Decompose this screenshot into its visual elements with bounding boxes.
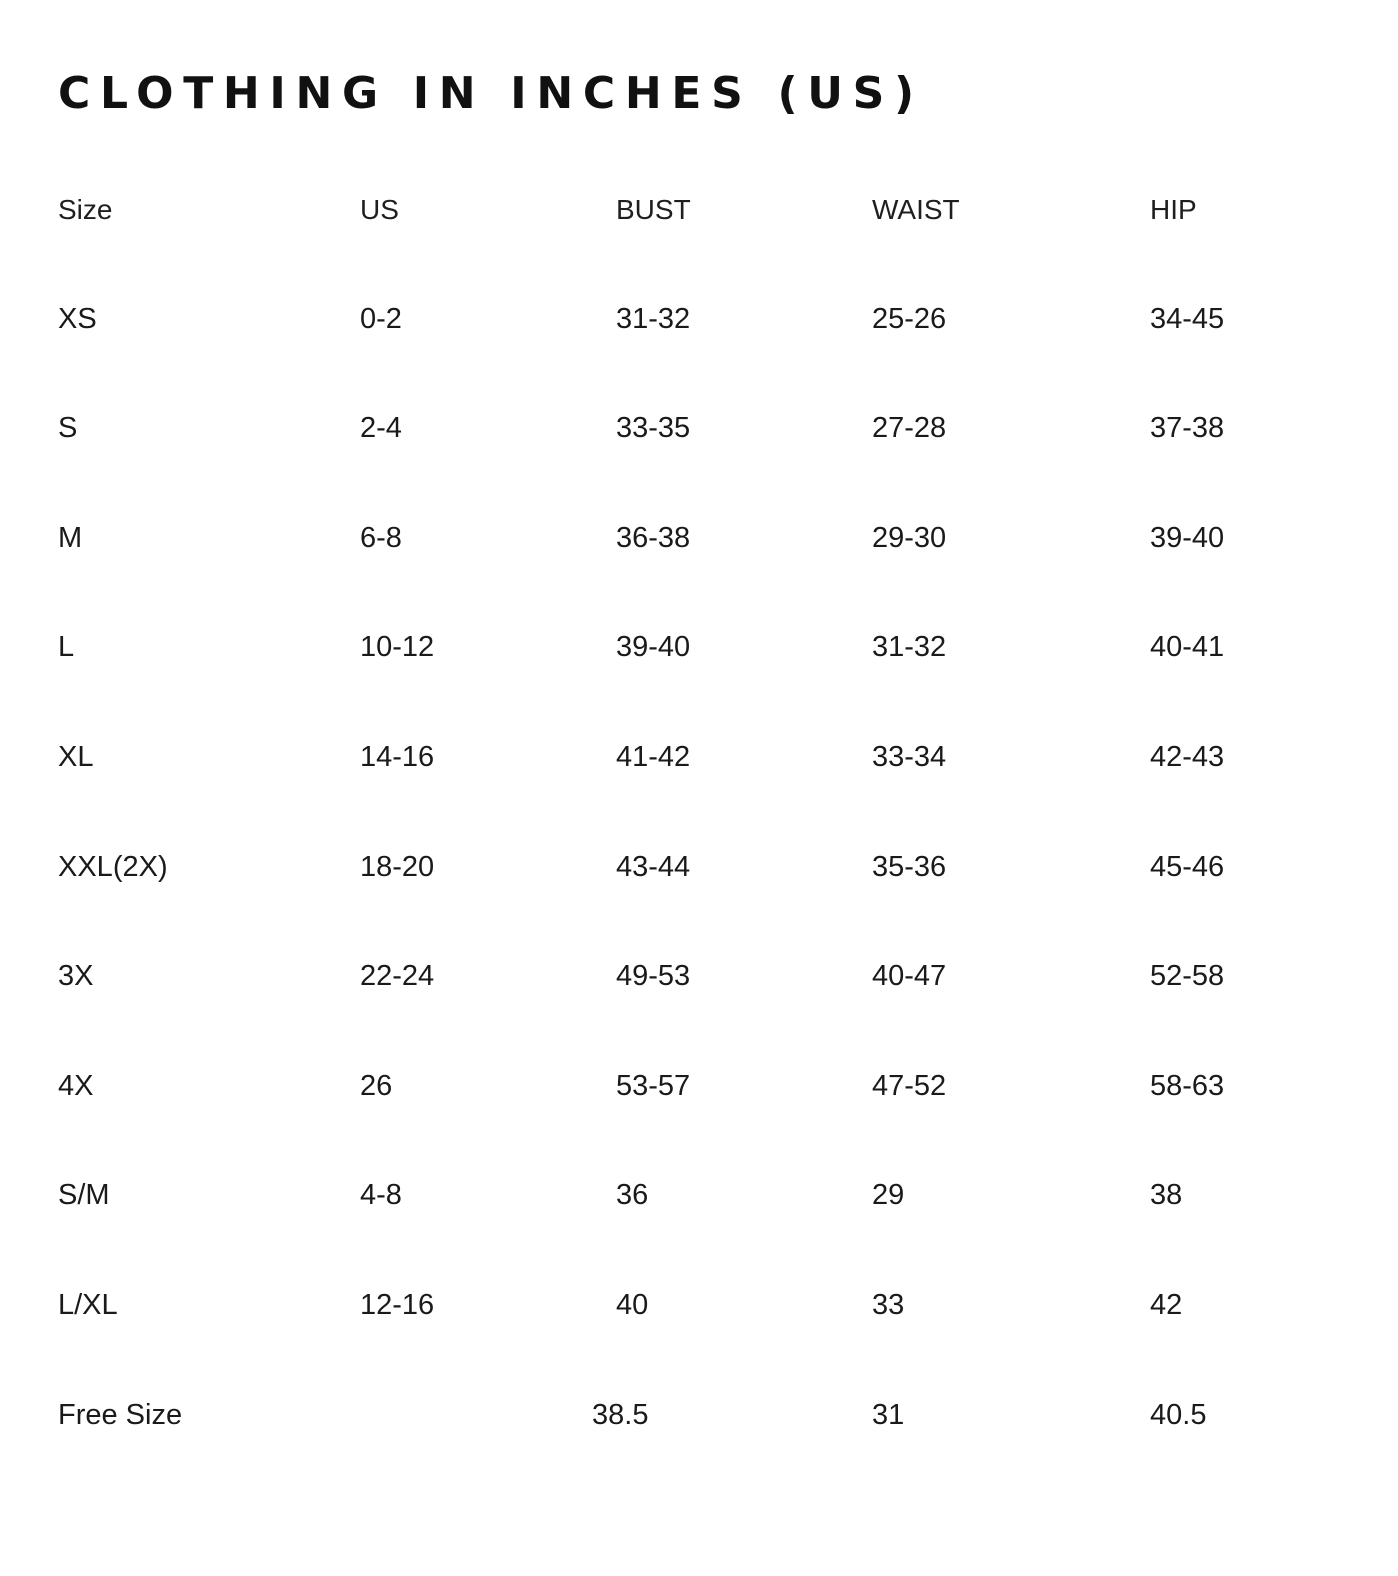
cell-us: 12-16	[360, 1288, 435, 1321]
cell-size: S	[58, 412, 78, 445]
table-row	[58, 1032, 1358, 1142]
cell-hip: 38	[1150, 1179, 1183, 1212]
cell-size: 4X	[58, 1069, 94, 1102]
cell-waist: 31-32	[872, 631, 947, 664]
cell-size: Free Size	[58, 1398, 183, 1431]
cell-waist: 35-36	[872, 850, 947, 883]
cell-hip: 39-40	[1150, 521, 1225, 554]
cell-bust: 40	[616, 1288, 649, 1321]
cell-bust: 36-38	[616, 521, 691, 554]
header-waist: WAIST	[872, 194, 960, 225]
table-row	[58, 813, 1358, 923]
cell-size: XL	[58, 740, 94, 773]
cell-waist: 47-52	[872, 1069, 947, 1102]
cell-bust: 39-40	[616, 631, 691, 664]
cell-bust: 53-57	[616, 1069, 691, 1102]
cell-hip: 42-43	[1150, 740, 1225, 773]
size-table	[58, 155, 1358, 1470]
table-row	[58, 1251, 1358, 1361]
cell-us: 2-4	[360, 412, 402, 445]
cell-hip: 37-38	[1150, 412, 1225, 445]
cell-size: S/M	[58, 1179, 110, 1212]
header-size: Size	[58, 194, 113, 225]
cell-size: 3X	[58, 960, 94, 993]
cell-waist: 25-26	[872, 302, 947, 335]
table-row	[58, 1141, 1358, 1251]
header-hip: HIP	[1150, 194, 1197, 225]
cell-size: XS	[58, 302, 97, 335]
cell-bust: 33-35	[616, 412, 691, 445]
cell-size: L	[58, 631, 75, 664]
cell-hip: 40-41	[1150, 631, 1225, 664]
cell-hip: 40.5	[1150, 1398, 1207, 1431]
table-row	[58, 374, 1358, 484]
table-row	[58, 484, 1358, 594]
cell-waist: 33-34	[872, 740, 947, 773]
cell-bust: 31-32	[616, 302, 691, 335]
cell-bust: 38.5	[592, 1398, 649, 1431]
table-row	[58, 922, 1358, 1032]
cell-us: 10-12	[360, 631, 435, 664]
cell-waist: 31	[872, 1398, 905, 1431]
page-title: CLOTHING IN INCHES (US)	[58, 68, 924, 119]
cell-us: 6-8	[360, 521, 402, 554]
cell-us: 26	[360, 1069, 393, 1102]
cell-waist: 40-47	[872, 960, 947, 993]
cell-waist: 29	[872, 1179, 905, 1212]
cell-bust: 49-53	[616, 960, 691, 993]
cell-size: XXL(2X)	[58, 850, 168, 883]
table-row	[58, 703, 1358, 813]
cell-waist: 33	[872, 1288, 905, 1321]
cell-hip: 45-46	[1150, 850, 1225, 883]
cell-bust: 43-44	[616, 850, 691, 883]
cell-hip: 34-45	[1150, 302, 1225, 335]
table-row	[58, 593, 1358, 703]
cell-hip: 58-63	[1150, 1069, 1225, 1102]
header-bust: BUST	[616, 194, 691, 225]
cell-us: 18-20	[360, 850, 435, 883]
cell-size: M	[58, 521, 83, 554]
cell-us: 4-8	[360, 1179, 402, 1212]
cell-waist: 29-30	[872, 521, 947, 554]
cell-hip: 42	[1150, 1288, 1183, 1321]
cell-hip: 52-58	[1150, 960, 1225, 993]
cell-bust: 41-42	[616, 740, 691, 773]
cell-size: L/XL	[58, 1288, 118, 1321]
table-row	[58, 1361, 1358, 1471]
cell-bust: 36	[616, 1179, 649, 1212]
cell-us: 14-16	[360, 740, 435, 773]
table-header-row	[58, 155, 1358, 265]
header-us: US	[360, 194, 399, 225]
table-row	[58, 265, 1358, 375]
cell-us: 0-2	[360, 302, 402, 335]
cell-us: 22-24	[360, 960, 435, 993]
cell-waist: 27-28	[872, 412, 947, 445]
